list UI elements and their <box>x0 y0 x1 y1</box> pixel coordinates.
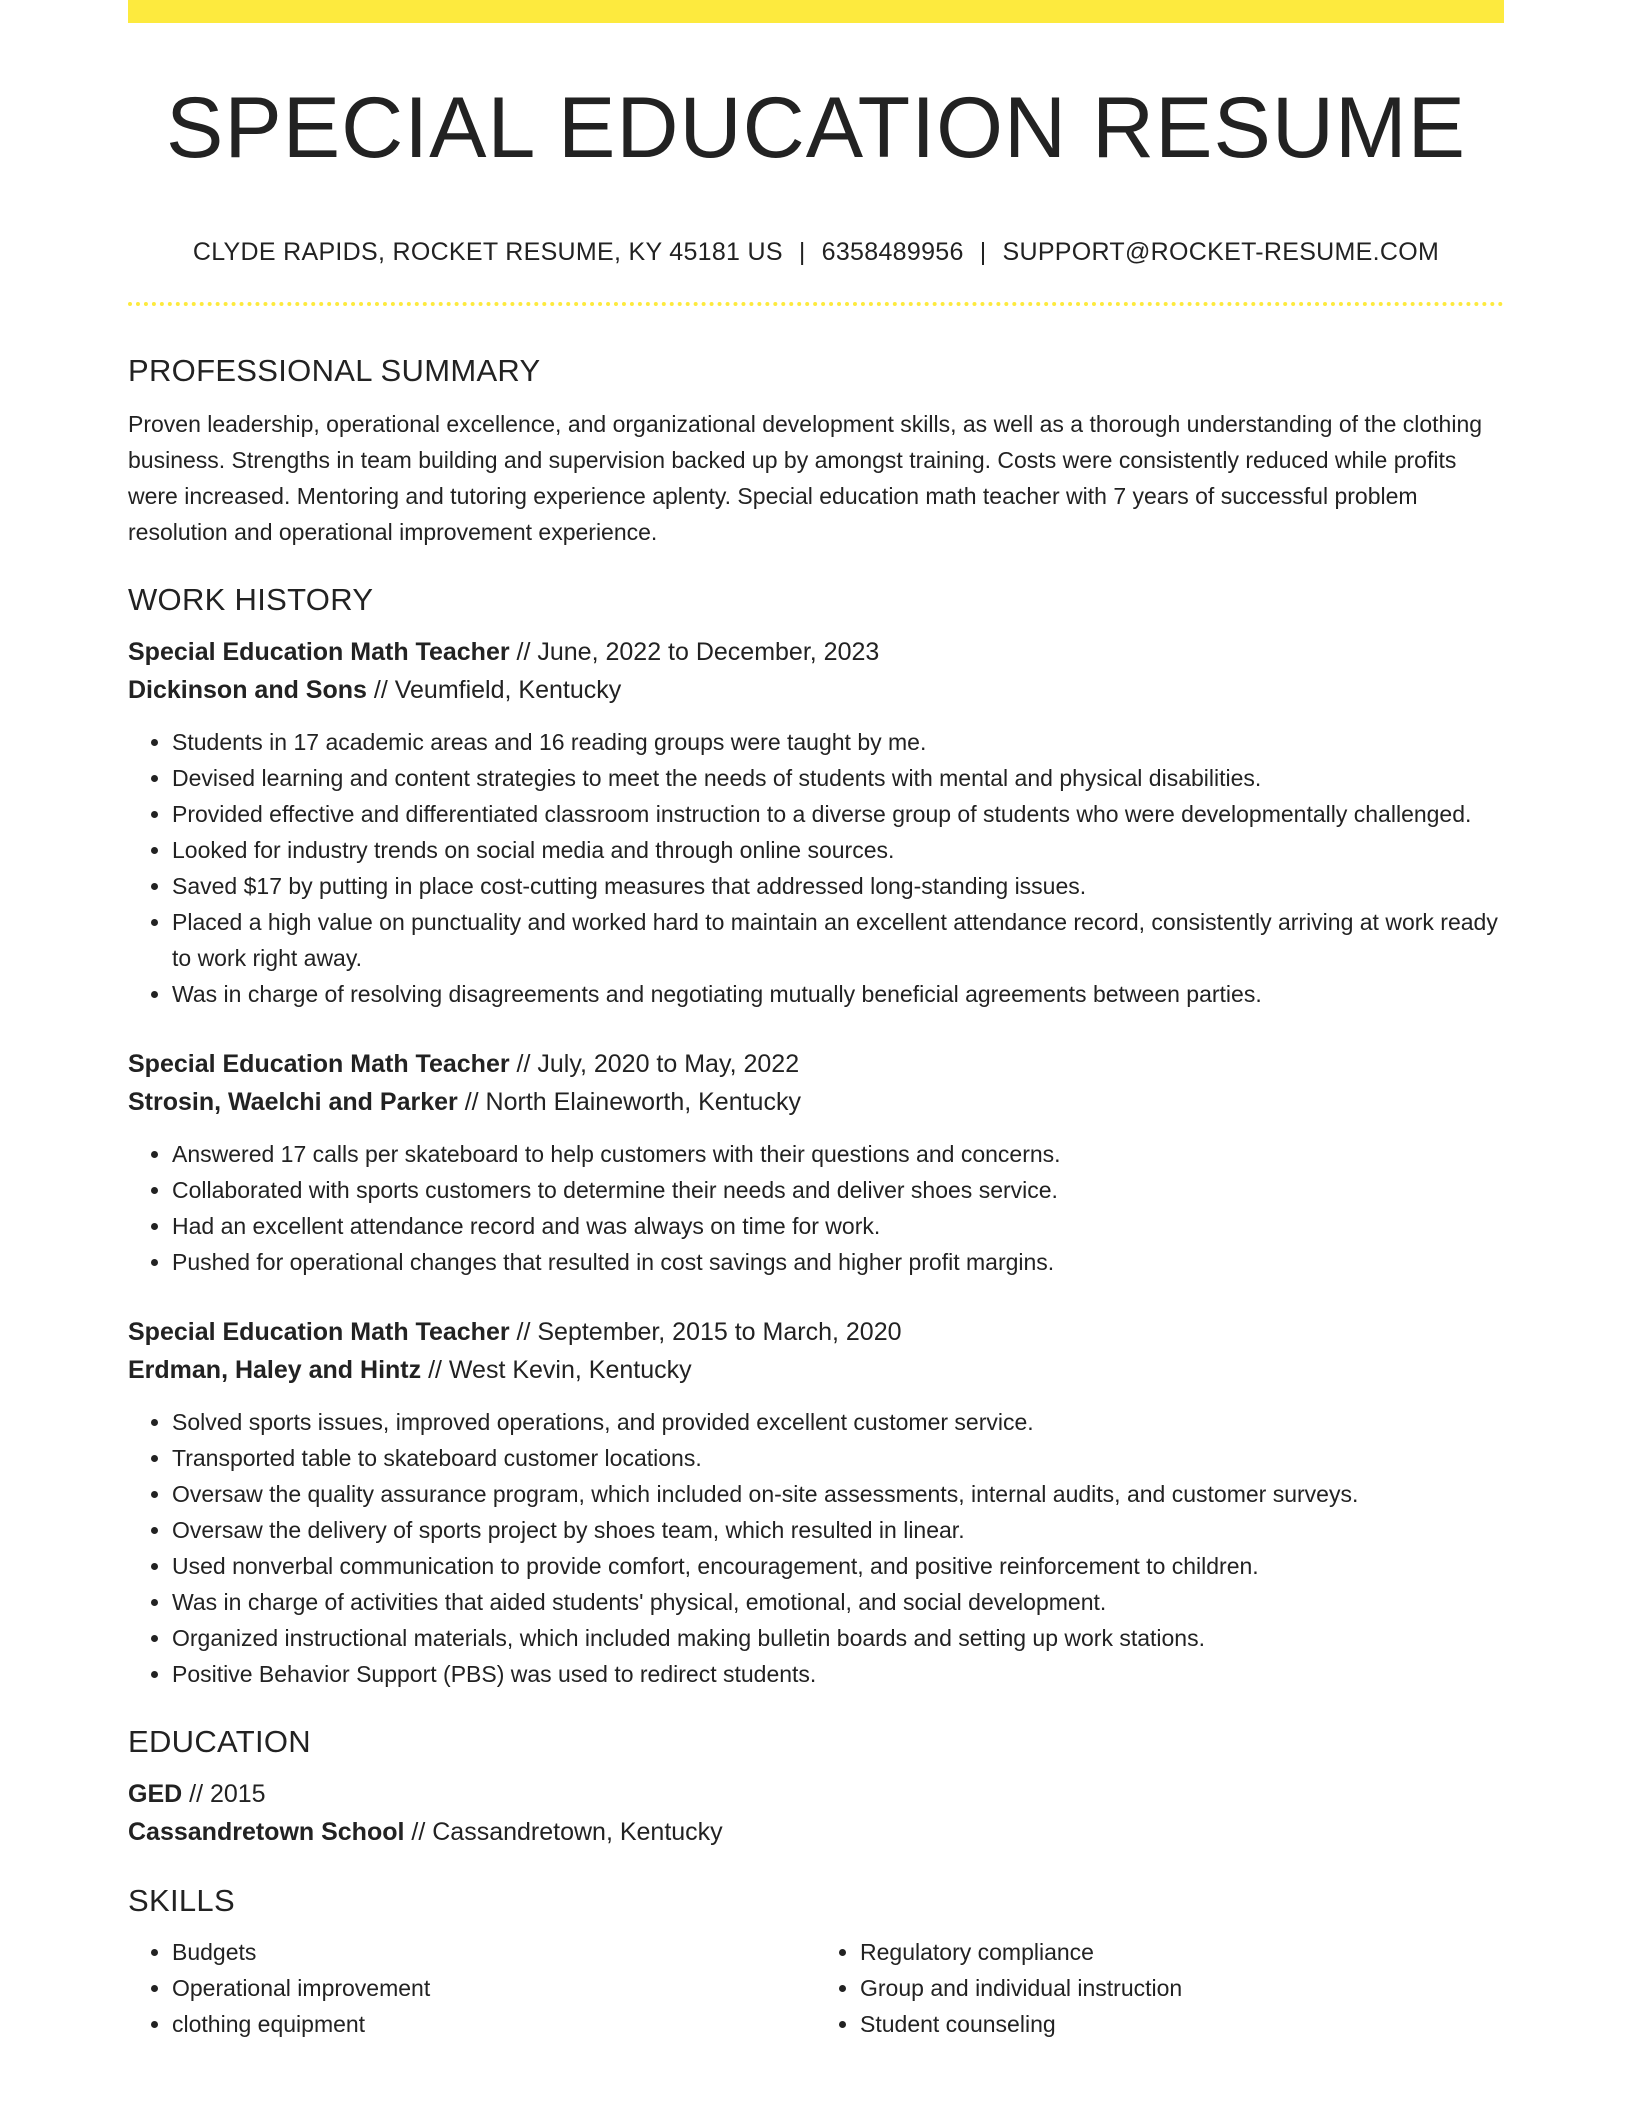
skills-heading: SKILLS <box>128 1883 235 1918</box>
bullet-item: • Was in charge of activities that aided students' physical, emotional, and social development. <box>172 1584 1504 1620</box>
job-dates: // July, 2020 to May, 2022 <box>509 1050 800 1078</box>
job-entry <box>128 1045 1504 1280</box>
skills-right-column <box>816 1934 1504 2042</box>
education-heading: EDUCATION <box>128 1724 311 1759</box>
bullet-item: • Positive Behavior Support (PBS) was used to redirect students. <box>172 1656 1504 1692</box>
education-entry <box>128 1775 1504 1851</box>
job-company-line <box>128 1083 1504 1121</box>
skill-item: • Operational improvement <box>172 1970 816 2006</box>
job-company-line <box>128 671 1504 709</box>
bullet-item: • Looked for industry trends on social media and through online sources. <box>172 832 1504 868</box>
bullet-item: • Oversaw the delivery of sports project by shoes team, which resulted in linear. <box>172 1512 1504 1548</box>
contact-line <box>128 240 1504 265</box>
job-company: Erdman, Haley and Hintz <box>128 1356 422 1384</box>
skill-item: • Budgets <box>172 1934 816 1970</box>
bullet-item: • Devised learning and content strategies to meet the needs of students with mental and physical disabilities. <box>172 760 1504 796</box>
job-bullets <box>128 1404 1504 1692</box>
skill-item: • Student counseling <box>860 2006 1504 2042</box>
bullet-item: • Oversaw the quality assurance program, which included on-site assessments, internal audits, and customer surveys. <box>172 1476 1504 1512</box>
skill-item: • Group and individual instruction <box>860 1970 1504 2006</box>
job-bullets <box>128 1136 1504 1280</box>
education-degree-line <box>128 1775 1504 1813</box>
job-location: // North Elaineworth, Kentucky <box>457 1088 801 1116</box>
accent-top-bar <box>128 0 1504 23</box>
job-location: // Veumfield, Kentucky <box>366 676 622 704</box>
bullet-item: • Transported table to skateboard customer locations. <box>172 1440 1504 1476</box>
skill-item: • clothing equipment <box>172 2006 816 2042</box>
education-school-line <box>128 1813 1504 1851</box>
bullet-item: • Was in charge of resolving disagreements and negotiating mutually beneficial agreements between parties. <box>172 976 1504 1012</box>
job-entry <box>128 633 1504 1012</box>
contact-separator: | <box>798 238 806 266</box>
education-degree: GED <box>128 1780 183 1808</box>
job-company: Strosin, Waelchi and Parker <box>128 1088 458 1116</box>
education-school: Cassandretown School <box>128 1818 405 1846</box>
bullet-item: • Saved $17 by putting in place cost-cutting measures that addressed long-standing issues. <box>172 868 1504 904</box>
header-divider <box>128 302 1504 306</box>
job-title-line <box>128 1045 1504 1083</box>
bullet-item: • Collaborated with sports customers to determine their needs and deliver shoes service. <box>172 1172 1504 1208</box>
contact-phone: 6358489956 <box>821 238 964 266</box>
work-history-heading: WORK HISTORY <box>128 582 374 617</box>
job-entry <box>128 1313 1504 1692</box>
education-year: // 2015 <box>182 1780 266 1808</box>
job-bullets <box>128 724 1504 1012</box>
contact-address: CLYDE RAPIDS, ROCKET RESUME, KY 45181 US <box>192 238 783 266</box>
education-location: // Cassandretown, Kentucky <box>404 1818 723 1846</box>
contact-separator: | <box>979 238 987 266</box>
skill-item: • Regulatory compliance <box>860 1934 1504 1970</box>
bullet-item: • Students in 17 academic areas and 16 reading groups were taught by me. <box>172 724 1504 760</box>
bullet-item: • Used nonverbal communication to provide comfort, encouragement, and positive reinforcement to children. <box>172 1548 1504 1584</box>
job-company: Dickinson and Sons <box>128 676 367 704</box>
contact-email: SUPPORT@ROCKET-RESUME.COM <box>1002 238 1440 266</box>
job-title: Special Education Math Teacher <box>128 1050 510 1078</box>
bullet-item: • Answered 17 calls per skateboard to help customers with their questions and concerns. <box>172 1136 1504 1172</box>
job-title: Special Education Math Teacher <box>128 1318 510 1346</box>
job-dates: // September, 2015 to March, 2020 <box>509 1318 902 1346</box>
job-title: Special Education Math Teacher <box>128 638 510 666</box>
job-title-line <box>128 633 1504 671</box>
bullet-item: • Provided effective and differentiated classroom instruction to a diverse group of students who were developmentally challenged. <box>172 796 1504 832</box>
bullet-item: • Pushed for operational changes that resulted in cost savings and higher profit margins. <box>172 1244 1504 1280</box>
job-dates: // June, 2022 to December, 2023 <box>509 638 880 666</box>
resume-title: SPECIAL EDUCATION RESUME <box>166 80 1466 176</box>
resume-page <box>128 0 1504 2042</box>
bullet-item: • Solved sports issues, improved operations, and provided excellent customer service. <box>172 1404 1504 1440</box>
job-company-line <box>128 1351 1504 1389</box>
skills-grid <box>128 1934 1504 2042</box>
job-location: // West Kevin, Kentucky <box>421 1356 692 1384</box>
bullet-item: • Placed a high value on punctuality and worked hard to maintain an excellent attendance record, consistently arriving at work ready to work right away. <box>172 904 1504 976</box>
job-title-line <box>128 1313 1504 1351</box>
bullet-item: • Organized instructional materials, which included making bulletin boards and setting up work stations. <box>172 1620 1504 1656</box>
bullet-item: • Had an excellent attendance record and was always on time for work. <box>172 1208 1504 1244</box>
skills-left-column <box>128 1934 816 2042</box>
summary-text: Proven leadership, operational excellence, and organizational development skills, as well as a thorough understanding of the clothing business. Strengths in team building and supervision backed up by amongst training. Costs were consistently reduced while profits were increased. Mentoring and tutoring experience aplenty. Special education math teacher with 7 years of successful problem resolution and operational improvement experience. <box>128 411 1483 545</box>
summary-heading: PROFESSIONAL SUMMARY <box>128 353 541 388</box>
